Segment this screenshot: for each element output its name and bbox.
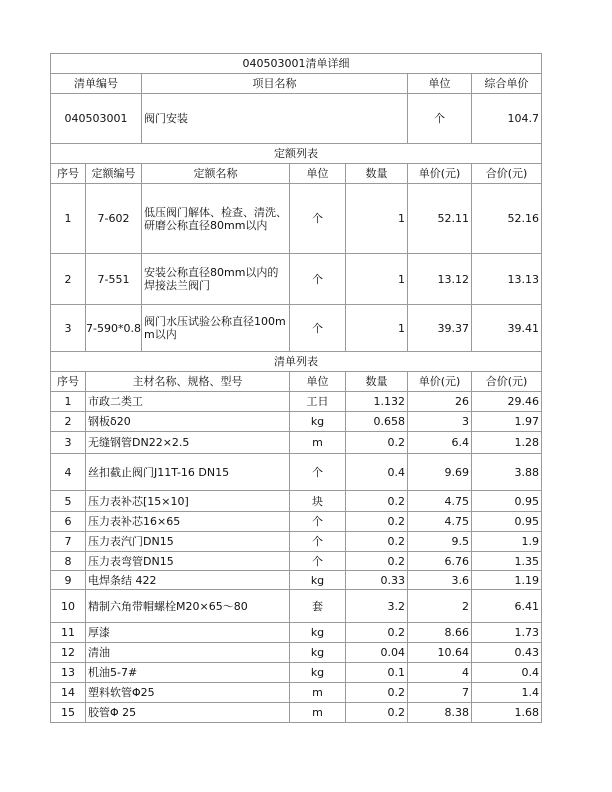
material-unit: m	[290, 683, 346, 703]
material-no: 10	[51, 590, 86, 623]
material-no: 8	[51, 552, 86, 571]
material-total: 3.88	[472, 454, 542, 491]
material-unit: kg	[290, 412, 346, 432]
material-qty: 0.2	[346, 432, 408, 454]
material-name: 塑料软管Φ25	[86, 683, 290, 703]
material-no: 13	[51, 663, 86, 683]
material-qty: 0.2	[346, 623, 408, 643]
material-unit: kg	[290, 623, 346, 643]
quota-header-no: 序号	[51, 164, 86, 184]
material-row	[51, 663, 542, 683]
material-total: 0.95	[472, 491, 542, 512]
material-row	[51, 703, 542, 723]
material-header-total: 合价(元)	[472, 372, 542, 392]
material-name: 精制六角带帽螺栓M20×65～80	[86, 590, 290, 623]
material-total: 6.41	[472, 590, 542, 623]
material-row	[51, 552, 542, 571]
material-name: 胶管Φ 25	[86, 703, 290, 723]
material-qty: 0.1	[346, 663, 408, 683]
material-name: 压力表补芯16×65	[86, 512, 290, 532]
material-name: 清油	[86, 643, 290, 663]
material-unit: 工日	[290, 392, 346, 412]
quota-unit: 个	[290, 184, 346, 254]
material-qty: 0.658	[346, 412, 408, 432]
quota-header-code: 定额编号	[86, 164, 142, 184]
material-unit: m	[290, 432, 346, 454]
quota-header-name: 定额名称	[142, 164, 290, 184]
material-qty: 0.2	[346, 512, 408, 532]
material-total: 1.4	[472, 683, 542, 703]
quota-header-qty: 数量	[346, 164, 408, 184]
material-unit: 个	[290, 552, 346, 571]
quota-name: 安装公称直径80mm以内的焊接法兰阀门	[142, 254, 290, 305]
material-row	[51, 571, 542, 590]
material-no: 15	[51, 703, 86, 723]
material-header-name: 主材名称、规格、型号	[86, 372, 290, 392]
material-qty: 3.2	[346, 590, 408, 623]
material-row	[51, 623, 542, 643]
material-no: 11	[51, 623, 86, 643]
quota-no: 1	[51, 184, 86, 254]
material-header-no: 序号	[51, 372, 86, 392]
quota-total: 52.16	[472, 184, 542, 254]
material-total: 1.97	[472, 412, 542, 432]
material-row	[51, 491, 542, 512]
quota-total: 39.41	[472, 305, 542, 352]
material-unit: 个	[290, 454, 346, 491]
material-qty: 0.04	[346, 643, 408, 663]
material-row	[51, 643, 542, 663]
material-no: 6	[51, 512, 86, 532]
material-section-title: 清单列表	[51, 352, 542, 372]
material-unit-price: 4	[408, 663, 472, 683]
material-unit: 套	[290, 590, 346, 623]
material-unit: kg	[290, 643, 346, 663]
quota-section-title: 定额列表	[51, 144, 542, 164]
material-qty: 0.2	[346, 532, 408, 552]
material-unit-price: 6.76	[408, 552, 472, 571]
quota-code: 7-551	[86, 254, 142, 305]
quota-code: 7-602	[86, 184, 142, 254]
material-qty: 0.33	[346, 571, 408, 590]
material-unit-price: 7	[408, 683, 472, 703]
quota-total: 13.13	[472, 254, 542, 305]
material-total: 1.73	[472, 623, 542, 643]
quota-unit-price: 39.37	[408, 305, 472, 352]
material-name: 无缝钢管DN22×2.5	[86, 432, 290, 454]
material-row	[51, 432, 542, 454]
material-row	[51, 590, 542, 623]
summary-header-unit: 单位	[408, 74, 472, 94]
quota-no: 2	[51, 254, 86, 305]
material-total: 0.95	[472, 512, 542, 532]
material-name: 压力表弯管DN15	[86, 552, 290, 571]
material-total: 1.68	[472, 703, 542, 723]
summary-name: 阀门安装	[142, 94, 408, 144]
quota-row	[51, 184, 542, 254]
material-unit-price: 6.4	[408, 432, 472, 454]
material-unit: kg	[290, 663, 346, 683]
material-qty: 0.4	[346, 454, 408, 491]
quota-row	[51, 254, 542, 305]
material-total: 1.28	[472, 432, 542, 454]
quota-header-total: 合价(元)	[472, 164, 542, 184]
summary-code: 040503001	[51, 94, 142, 144]
quota-unit-price: 52.11	[408, 184, 472, 254]
material-total: 1.9	[472, 532, 542, 552]
material-total: 0.43	[472, 643, 542, 663]
summary-unit: 个	[408, 94, 472, 144]
material-unit-price: 4.75	[408, 491, 472, 512]
material-unit: 个	[290, 532, 346, 552]
summary-header-code: 清单编号	[51, 74, 142, 94]
material-no: 7	[51, 532, 86, 552]
material-unit-price: 26	[408, 392, 472, 412]
summary-header-price: 综合单价	[472, 74, 542, 94]
material-no: 9	[51, 571, 86, 590]
material-unit-price: 9.69	[408, 454, 472, 491]
material-row	[51, 454, 542, 491]
quota-unit-price: 13.12	[408, 254, 472, 305]
material-qty: 0.2	[346, 552, 408, 571]
material-unit: 块	[290, 491, 346, 512]
quota-header-unit: 单位	[290, 164, 346, 184]
material-name: 压力表汽门DN15	[86, 532, 290, 552]
material-row	[51, 412, 542, 432]
material-name: 电焊条结 422	[86, 571, 290, 590]
material-no: 5	[51, 491, 86, 512]
material-qty: 0.2	[346, 703, 408, 723]
summary-header-name: 项目名称	[142, 74, 408, 94]
bill-detail-table	[50, 53, 542, 723]
quota-qty: 1	[346, 254, 408, 305]
material-no: 1	[51, 392, 86, 412]
material-name: 机油5-7#	[86, 663, 290, 683]
material-unit-price: 4.75	[408, 512, 472, 532]
summary-price: 104.7	[472, 94, 542, 144]
quota-no: 3	[51, 305, 86, 352]
material-name: 压力表补芯[15×10]	[86, 491, 290, 512]
material-unit-price: 3	[408, 412, 472, 432]
material-unit-price: 10.64	[408, 643, 472, 663]
material-no: 14	[51, 683, 86, 703]
quota-unit: 个	[290, 254, 346, 305]
material-row	[51, 392, 542, 412]
material-unit: m	[290, 703, 346, 723]
material-name: 厚漆	[86, 623, 290, 643]
material-no: 2	[51, 412, 86, 432]
material-no: 3	[51, 432, 86, 454]
material-unit-price: 8.38	[408, 703, 472, 723]
material-unit: kg	[290, 571, 346, 590]
material-unit-price: 2	[408, 590, 472, 623]
material-row	[51, 532, 542, 552]
material-name: 市政二类工	[86, 392, 290, 412]
material-qty: 0.2	[346, 683, 408, 703]
material-total: 1.35	[472, 552, 542, 571]
material-header-unit: 单位	[290, 372, 346, 392]
material-row	[51, 512, 542, 532]
quota-row	[51, 305, 542, 352]
material-name: 钢板δ20	[86, 412, 290, 432]
material-no: 4	[51, 454, 86, 491]
material-unit-price: 8.66	[408, 623, 472, 643]
quota-unit: 个	[290, 305, 346, 352]
material-qty: 0.2	[346, 491, 408, 512]
quota-header-unit-price: 单价(元)	[408, 164, 472, 184]
material-qty: 1.132	[346, 392, 408, 412]
material-unit: 个	[290, 512, 346, 532]
quota-name: 阀门水压试验公称直径100mm以内	[142, 305, 290, 352]
material-total: 29.46	[472, 392, 542, 412]
material-unit-price: 9.5	[408, 532, 472, 552]
quota-code: 7-590*0.8	[86, 305, 142, 352]
quota-qty: 1	[346, 184, 408, 254]
material-header-unit-price: 单价(元)	[408, 372, 472, 392]
quota-name: 低压阀门解体、检查、清洗、研磨公称直径80mm以内	[142, 184, 290, 254]
material-no: 12	[51, 643, 86, 663]
quota-qty: 1	[346, 305, 408, 352]
material-name: 丝扣截止阀门J11T-16 DN15	[86, 454, 290, 491]
material-total: 1.19	[472, 571, 542, 590]
material-header-qty: 数量	[346, 372, 408, 392]
material-total: 0.4	[472, 663, 542, 683]
material-unit-price: 3.6	[408, 571, 472, 590]
material-row	[51, 683, 542, 703]
table-title: 040503001清单详细	[51, 54, 542, 74]
